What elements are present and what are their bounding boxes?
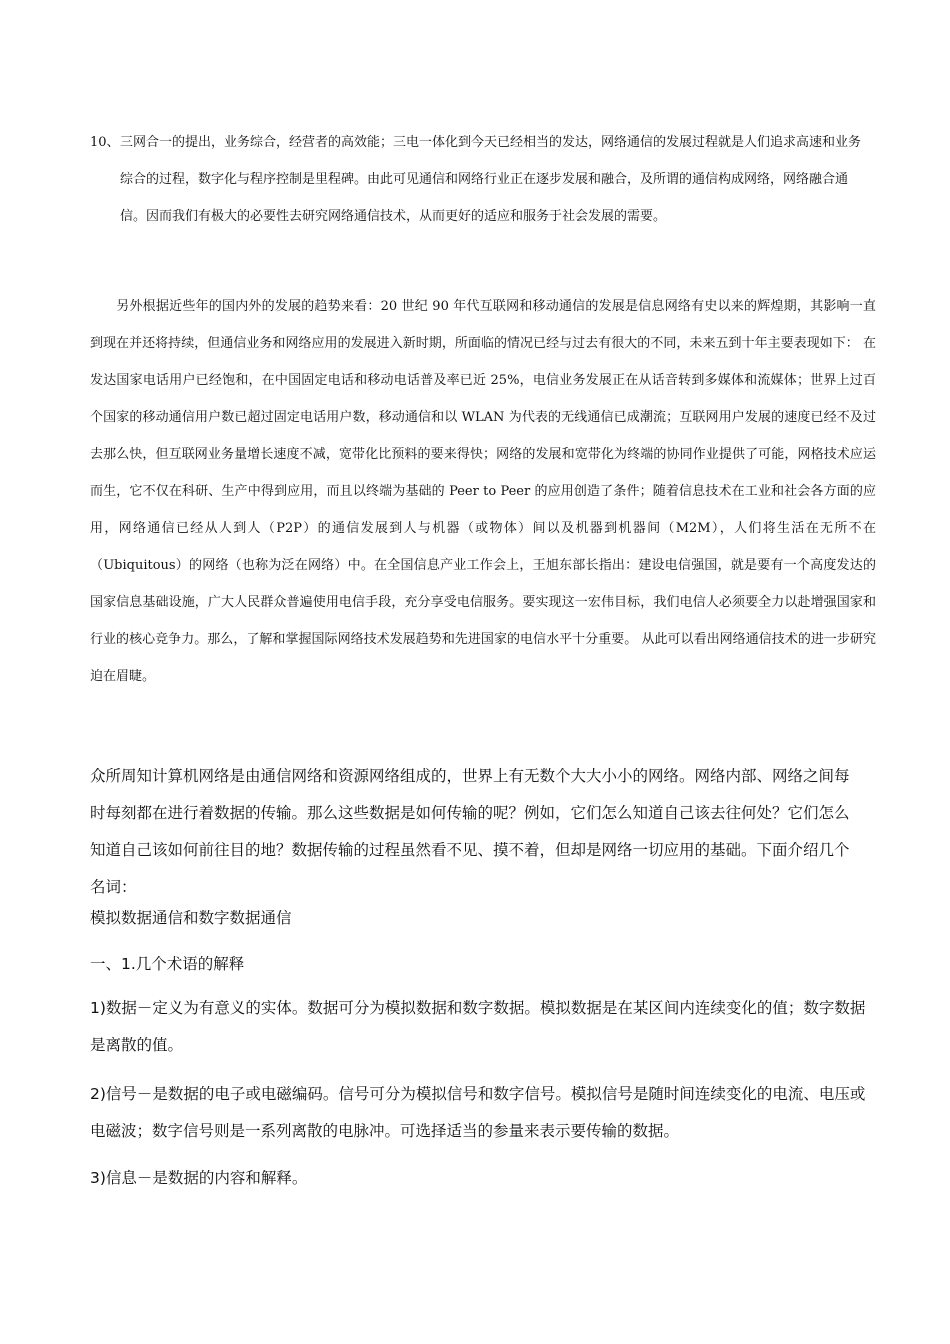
section-heading: 模拟数据通信和数字数据通信: [90, 909, 292, 927]
definition-data: 1)数据－定义为有意义的实体。数据可分为模拟数据和数字数据。模拟数据是在某区间内连续变化的值；数字数据是离散的值。: [90, 999, 866, 1054]
item-number: 10、: [90, 135, 120, 150]
development-trends-paragraph: [90, 288, 876, 695]
item-text: 三网合一的提出，业务综合，经营者的高效能；三电一体化到今天已经相当的发达，网络通信的发展过程就是人们追求高速和业务综合的过程，数字化与程序控制是里程碑。由此可见通信和网络行业正在逐步发展和融合，及所谓的通信构成网络，网络融合通信。因而我们有极大的必要性去研究网络通信技术，从而更好的适应和服务于社会发展的需要。: [120, 135, 862, 224]
definition-information: 3)信息－是数据的内容和解释。: [90, 1169, 308, 1187]
subsection-heading: 一、1.几个术语的解释: [90, 955, 245, 973]
numbered-paragraph-10: [90, 124, 870, 235]
definition-signal: 2)信号－是数据的电子或电磁编码。信号可分为模拟信号和数字信号。模拟信号是随时间连续变化的电流、电压或电磁波；数字信号则是一系列离散的电脉冲。可选择适当的参量来表示要传输的数据。: [90, 1085, 866, 1140]
paragraph-text: 另外根据近些年的国内外的发展的趋势来看：20 世纪 90 年代互联网和移动通信的发展是信息网络有史以来的辉煌期，其影响一直到现在并还将持续，但通信业务和网络应用的发展进入新时期，所面临的情况已经与过去有很大的不同，未来五到十年主要表现如下： 在发达国家电话用户已经饱和，在中国固定电话和移动电话普及率已近 25%，电信业务发展正在从话音转到多媒体和流媒体；世界上过百个国家的移动通信用户数已超过固定电话用户数，移动通信和以 WLAN 为代表的无线通信已成潮流；互联网用户发展的速度已经不及过去那么快，但互联网业务量增长速度不减，宽带化比预料的要来得快；网络的发展和宽带化为终端的协同作业提供了可能，网格技术应运而生，它不仅在科研、生产中得到应用，而且以终端为基础的 Peer to Peer 的应用创造了条件；随着信息技术在工业和社会各方面的应用，网络通信已经从人到人（P2P）的通信发展到人与机器（或物体）间以及机器到机器间（M2M），人们将生活在无所不在（Ubiquitous）的网络（也称为泛在网络）中。在全国信息产业工作会上，王旭东部长指出：建设电信强国，就是要有一个高度发达的国家信息基础设施，广大人民群众普遍使用电信手段，充分享受电信服务。要实现这一宏伟目标，我们电信人必须要全力以赴增强国家和行业的核心竞争力。那么，了解和掌握国际网络技术发展趋势和先进国家的电信水平十分重要。 从此可以看出网络通信技术的进一步研究迫在眉睫。: [90, 299, 876, 684]
network-intro-paragraph: 众所周知计算机网络是由通信网络和资源网络组成的，世界上有无数个大大小小的网络。网络内部、网络之间每时每刻都在进行着数据的传输。那么这些数据是如何传输的呢？例如，它们怎么知道自己该去往何处？它们怎么知道自己该如何前往目的地？数据传输的过程虽然看不见、摸不着，但却是网络一切应用的基础。下面介绍几个名词：: [90, 767, 850, 896]
